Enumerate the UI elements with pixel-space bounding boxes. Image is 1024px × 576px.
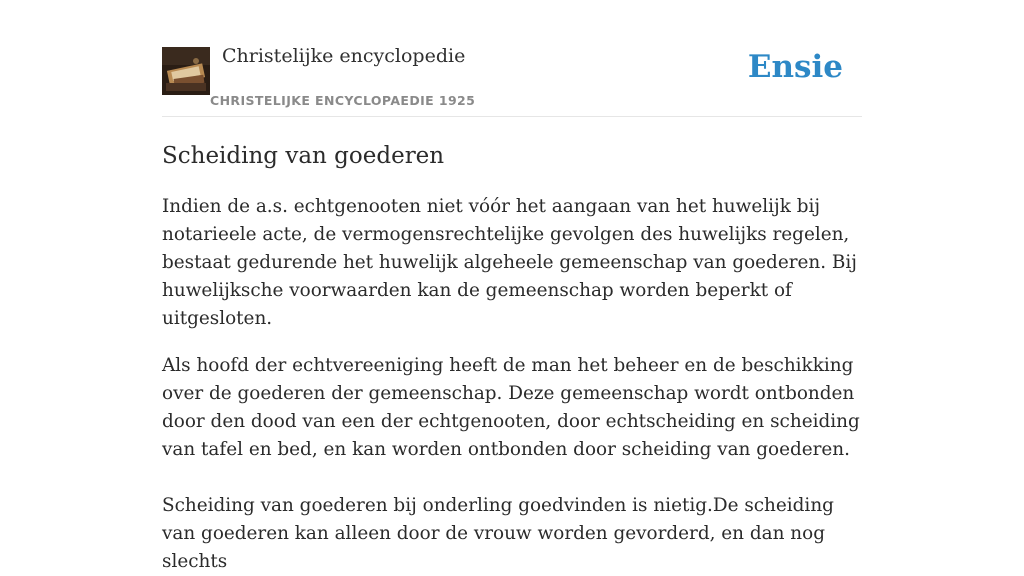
article-title: Scheiding van goederen [162, 143, 445, 169]
page [162, 0, 862, 572]
article-paragraph-2: Als hoofd der echtvereeniging heeft de man het beheer en de beschikking over de goederen der gemeenschap. Deze gemeenschap wordt ontbonden door den dood van een der echtgenooten, door echtscheiding en scheiding van tafel en bed, en kan worden ontbonden door scheiding van goederen. [162, 355, 860, 460]
site-title[interactable]: Christelijke encyclopedie [222, 45, 466, 67]
brand-logo[interactable]: Ensie [747, 49, 843, 85]
avatar[interactable] [162, 47, 210, 95]
article-paragraph-1: Indien de a.s. echtgenooten niet vóór het aangaan van het huwelijk bij notarieele acte, de vermogensrechtelijke gevolgen des huwelijks regelen, bestaat gedurende het huwelijk algeheele gemeenschap van goederen. Bij huwelijksche voorwaarden kan de gemeenschap worden beperkt of uitgesloten. [162, 196, 858, 329]
site-subtitle: CHRISTELIJKE ENCYCLOPAEDIE 1925 [210, 93, 476, 108]
book-thumbnail-icon [162, 47, 210, 95]
article-paragraph-3: Scheiding van goederen bij onderling goedvinden is nietig.De scheiding van goederen kan alleen door de vrouw worden gevorderd, en dan nog slechts [162, 495, 834, 572]
site-header [162, 0, 862, 117]
